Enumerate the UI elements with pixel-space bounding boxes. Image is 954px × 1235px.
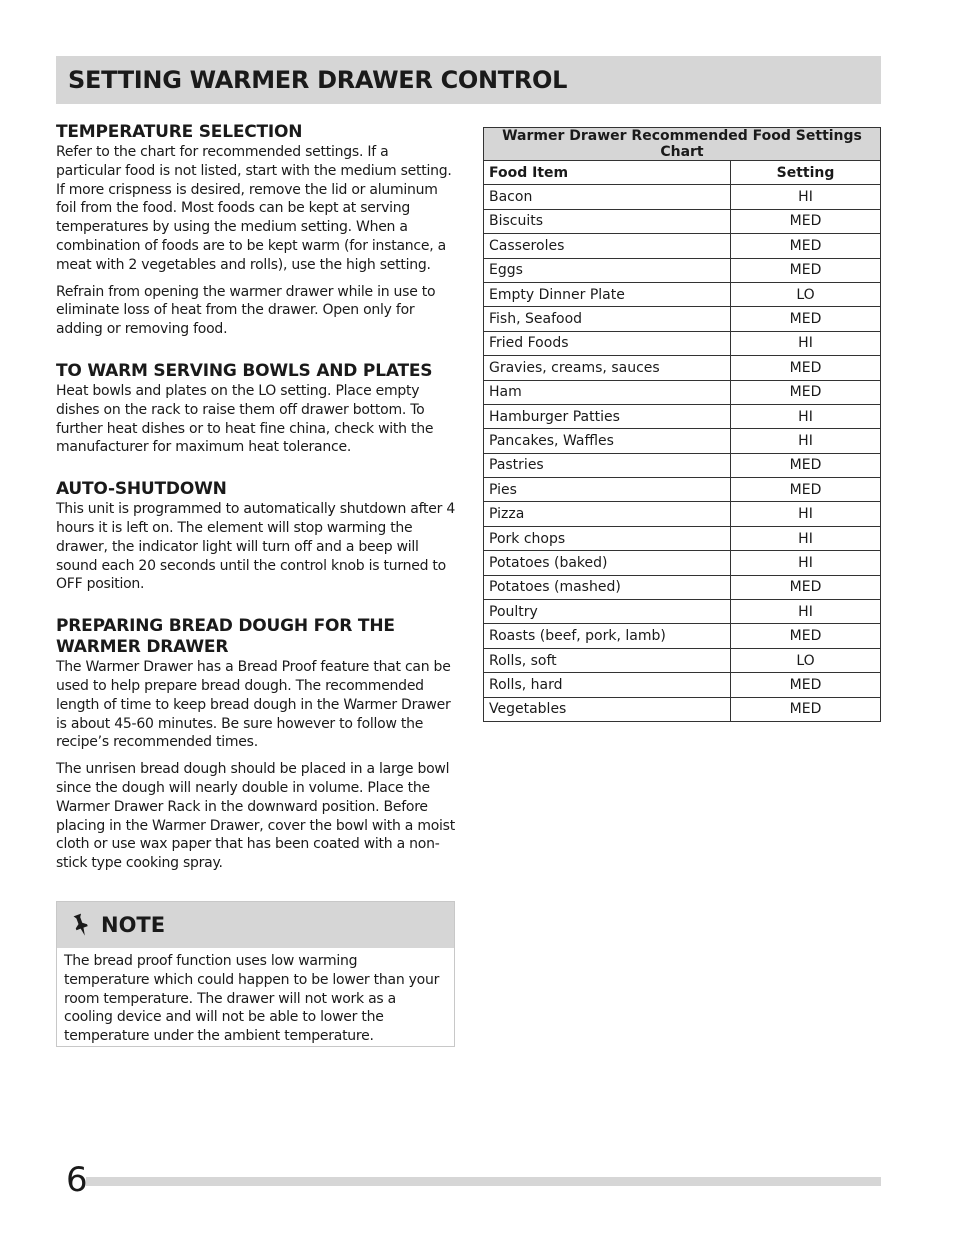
section-warm-bowls — [56, 361, 456, 457]
section-paragraph: Refrain from opening the warmer drawer while in use to eliminate loss of heat from the drawer. Open only for adding or removing food. — [56, 283, 436, 338]
table-row — [484, 624, 881, 648]
food-item-cell: Pies — [484, 478, 731, 502]
page-title-bar — [56, 56, 881, 104]
food-item-cell: Ham — [484, 380, 731, 404]
table-row — [484, 453, 881, 477]
note-box — [56, 901, 455, 1047]
section-temperature-selection — [56, 122, 456, 339]
setting-cell: MED — [731, 673, 881, 697]
table-row — [484, 502, 881, 526]
food-item-cell: Casseroles — [484, 234, 731, 258]
setting-cell: MED — [731, 380, 881, 404]
setting-cell: MED — [731, 697, 881, 721]
table-row — [484, 697, 881, 721]
section-auto-shutdown — [56, 479, 456, 594]
setting-cell: HI — [731, 185, 881, 209]
food-item-cell: Biscuits — [484, 209, 731, 233]
note-header — [57, 902, 454, 948]
setting-cell: MED — [731, 356, 881, 380]
section-heading: PREPARING BREAD DOUGH FOR THE WARMER DRAWER — [56, 616, 395, 658]
section-paragraph: The Warmer Drawer has a Bread Proof feature that can be used to help prepare bread dough. The recommended length of time to keep bread dough in the Warmer Drawer is about 45-60 minutes. Be sure however to follow the recipe’s recommended times. — [56, 659, 451, 751]
section-heading: TEMPERATURE SELECTION — [56, 122, 303, 142]
section-paragraph: Heat bowls and plates on the LO setting. Place empty dishes on the rack to raise them off drawer bottom. To further heat dishes or to heat fine china, check with the manufacturer for maximum heat tolerance. — [56, 382, 434, 456]
table-row — [484, 209, 881, 233]
setting-cell: HI — [731, 526, 881, 550]
food-item-cell: Pastries — [484, 453, 731, 477]
food-item-cell: Roasts (beef, pork, lamb) — [484, 624, 731, 648]
setting-cell: MED — [731, 478, 881, 502]
table-row — [484, 575, 881, 599]
food-item-cell: Empty Dinner Plate — [484, 282, 731, 306]
table-row — [484, 478, 881, 502]
table-row — [484, 185, 881, 209]
setting-cell: MED — [731, 209, 881, 233]
setting-cell: MED — [731, 258, 881, 282]
section-paragraph: This unit is programmed to automatically shutdown after 4 hours it is left on. The element will stop warming the drawer, the indicator light will turn off and a beep will sound each 20 seconds until the control knob is turned to OFF position. — [56, 501, 455, 593]
food-item-cell: Rolls, hard — [484, 673, 731, 697]
table-row — [484, 282, 881, 306]
section-heading: TO WARM SERVING BOWLS AND PLATES — [56, 360, 433, 381]
section-heading: AUTO-SHUTDOWN — [56, 479, 227, 500]
column-header-food-item: Food Item — [484, 161, 731, 185]
food-item-cell: Bacon — [484, 185, 731, 209]
table-row — [484, 600, 881, 624]
table-row — [484, 551, 881, 575]
food-settings-chart — [483, 127, 881, 722]
food-item-cell: Rolls, soft — [484, 648, 731, 672]
table-row — [484, 526, 881, 550]
note-title: NOTE — [101, 913, 166, 937]
chart-caption-row — [484, 128, 881, 161]
setting-cell: HI — [731, 502, 881, 526]
page-number: 6 — [66, 1160, 88, 1200]
table-row — [484, 331, 881, 355]
chart-header-row — [484, 161, 881, 185]
instructions-column — [56, 122, 456, 895]
food-item-cell: Pancakes, Waffles — [484, 429, 731, 453]
setting-cell: MED — [731, 575, 881, 599]
table-row — [484, 356, 881, 380]
table-row — [484, 429, 881, 453]
section-paragraph: The unrisen bread dough should be placed in a large bowl since the dough will nearly double in volume. Place the Warmer Drawer Rack in the downward position. Before placing in the Warmer Drawer, cover the bowl with a moist cloth or use wax paper that has been coated with a non-stick type cooking spray. — [56, 761, 455, 872]
setting-cell: HI — [731, 429, 881, 453]
setting-cell: MED — [731, 453, 881, 477]
footer-rule — [86, 1177, 881, 1186]
setting-cell: HI — [731, 404, 881, 428]
chart-caption: Warmer Drawer Recommended Food Settings Chart — [484, 128, 881, 161]
setting-cell: HI — [731, 600, 881, 624]
food-item-cell: Pizza — [484, 502, 731, 526]
table-row — [484, 307, 881, 331]
section-paragraph: Refer to the chart for recommended settings. If a particular food is not listed, start with the medium setting. If more crispness is desired, remove the lid or aluminum foil from the food. Most foods can be kept at serving temperatures by using the medium setting. When a combination of foods are to be kept warm (for instance, a meat with 2 vegetables and rolls), use the high setting. — [56, 144, 452, 273]
table-row — [484, 234, 881, 258]
food-item-cell: Vegetables — [484, 697, 731, 721]
setting-cell: LO — [731, 648, 881, 672]
food-item-cell: Potatoes (baked) — [484, 551, 731, 575]
table-row — [484, 380, 881, 404]
food-item-cell: Hamburger Patties — [484, 404, 731, 428]
setting-cell: MED — [731, 624, 881, 648]
food-item-cell: Eggs — [484, 258, 731, 282]
food-item-cell: Gravies, creams, sauces — [484, 356, 731, 380]
food-item-cell: Poultry — [484, 600, 731, 624]
page-title: SETTING WARMER DRAWER CONTROL — [68, 66, 568, 94]
food-item-cell: Fried Foods — [484, 331, 731, 355]
food-item-cell: Fish, Seafood — [484, 307, 731, 331]
chart-body — [484, 185, 881, 722]
setting-cell: MED — [731, 307, 881, 331]
pushpin-icon — [73, 913, 91, 937]
table-row — [484, 404, 881, 428]
table-row — [484, 673, 881, 697]
note-text: The bread proof function uses low warming temperature which could happen to be lower than your room temperature. The drawer will not work as a cooling device and will not be able to lower the temperature under the ambient temperature. — [64, 953, 440, 1045]
setting-cell: HI — [731, 551, 881, 575]
section-bread-dough — [56, 616, 456, 873]
setting-cell: HI — [731, 331, 881, 355]
setting-cell: LO — [731, 282, 881, 306]
setting-cell: MED — [731, 234, 881, 258]
table-row — [484, 258, 881, 282]
column-header-setting: Setting — [731, 161, 881, 185]
table-row — [484, 648, 881, 672]
food-item-cell: Pork chops — [484, 526, 731, 550]
food-item-cell: Potatoes (mashed) — [484, 575, 731, 599]
